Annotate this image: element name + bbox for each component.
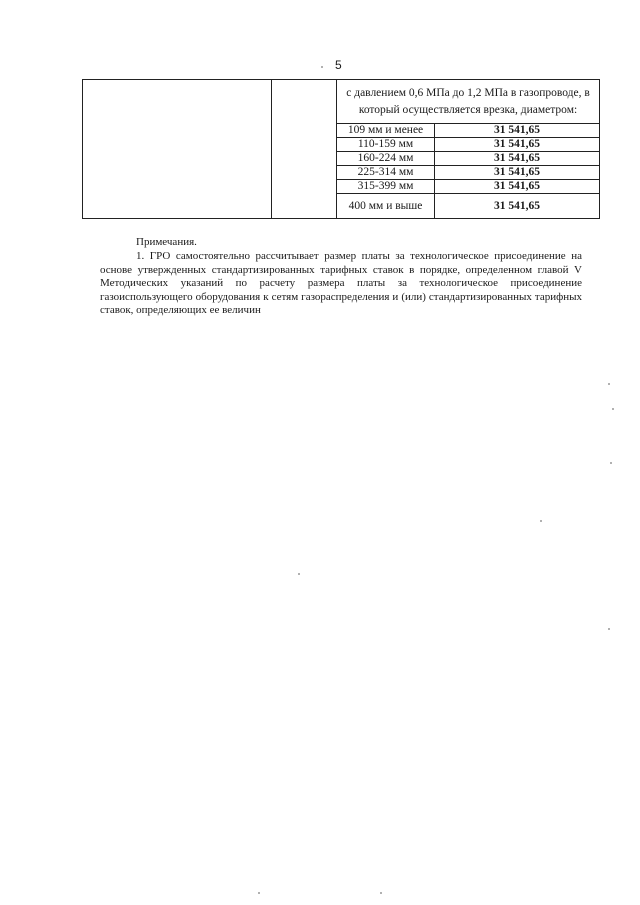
- page-number: 5: [335, 58, 342, 72]
- diameter-cell: 315-399 мм: [337, 180, 435, 194]
- diameter-cell: 109 мм и менее: [337, 124, 435, 138]
- table-cell-empty: [83, 80, 272, 219]
- table-cell-empty: [272, 80, 337, 219]
- value-cell: 31 541,65: [435, 138, 600, 152]
- value-cell: 31 541,65: [435, 180, 600, 194]
- scan-speck: [612, 408, 614, 410]
- table-header-row: [83, 80, 600, 124]
- value-cell: 31 541,65: [435, 152, 600, 166]
- value-cell: 31 541,65: [435, 194, 600, 219]
- scan-speck: [380, 892, 382, 894]
- notes-section: [100, 236, 582, 317]
- value-cell: 31 541,65: [435, 124, 600, 138]
- scan-speck: [608, 383, 610, 385]
- diameter-cell: 160-224 мм: [337, 152, 435, 166]
- scan-speck: [298, 573, 300, 575]
- scan-speck: [608, 628, 610, 630]
- scan-speck: [610, 462, 612, 464]
- scan-speck: [540, 520, 542, 522]
- scan-speck: [258, 892, 260, 894]
- scan-speck: [321, 66, 323, 68]
- notes-paragraph: 1. ГРО самостоятельно рассчитывает размер платы за технологическое присоединение на основе утвержденных стандартизированных тарифных ставок в порядке, определенном главой V Методических указаний по расчету размера платы за технологическое присоединение газоиспользующего оборудования к сетям газораспределения и (или) стандартизированных тарифных ставок, определяющих ее величин: [100, 250, 582, 317]
- notes-title: Примечания.: [136, 236, 197, 248]
- table-header-text: с давлением 0,6 МПа до 1,2 МПа в газопроводе, в который осуществляется врезка, диаметром:: [337, 80, 600, 124]
- diameter-cell: 110-159 мм: [337, 138, 435, 152]
- value-cell: 31 541,65: [435, 166, 600, 180]
- tariff-table: [82, 79, 600, 219]
- diameter-cell: 400 мм и выше: [337, 194, 435, 219]
- diameter-cell: 225-314 мм: [337, 166, 435, 180]
